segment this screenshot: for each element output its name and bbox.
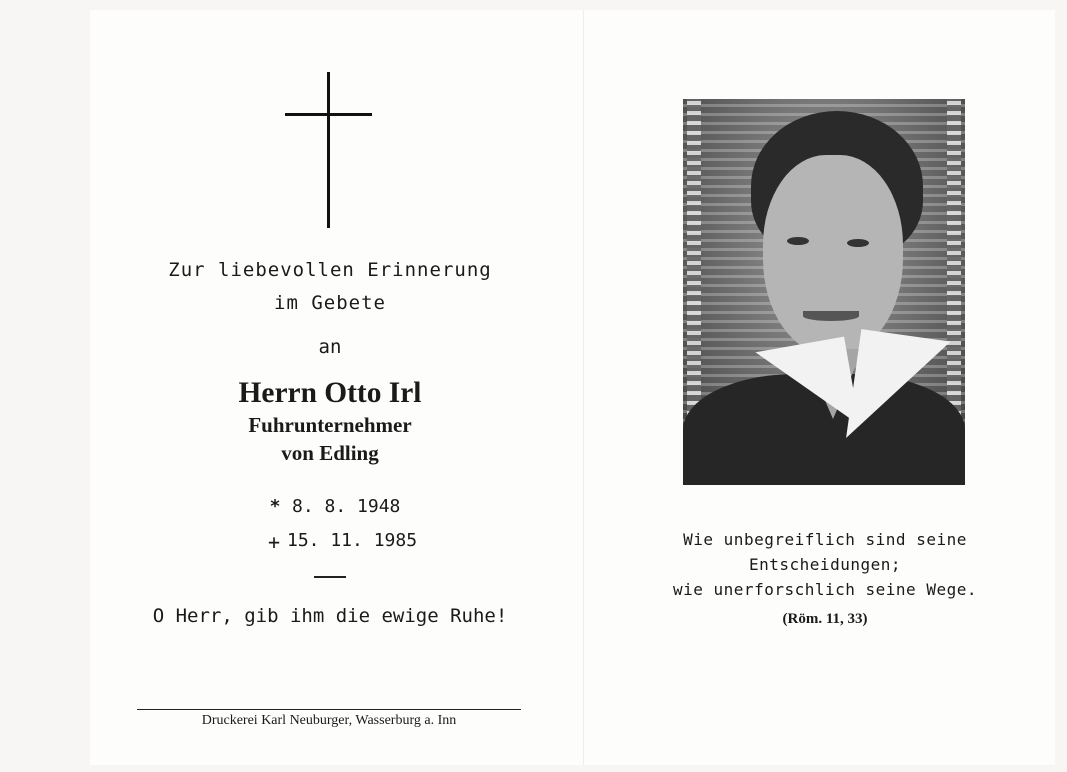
dedication-to: an [318,336,342,358]
bible-citation: (Röm. 11, 33) [782,611,868,627]
verse-line-1: Wie unbegreiflich sind seine [683,530,967,549]
birth-date: 8. 8. 1948 [292,496,401,517]
deceased-name: Herrn Otto Irl [238,376,422,409]
birth-symbol: * [269,496,281,517]
printer-credit: Druckerei Karl Neuburger, Wasserburg a. Inn [201,713,457,728]
portrait-photo [683,99,965,485]
printer-divider [137,709,521,710]
card-fold [583,10,584,765]
hometown: von Edling [281,441,379,465]
death-date: 15. 11. 1985 [287,530,418,551]
verse-line-3: wie unerforschlich seine Wege. [673,580,977,599]
divider-rule [314,576,346,578]
death-symbol: + [267,530,281,554]
prayer-line: O Herr, gib ihm die ewige Ruhe! [152,605,508,627]
memory-line-2: im Gebete [274,292,386,314]
occupation: Fuhrunternehmer [248,413,412,437]
verse-line-2: Entscheidungen; [749,555,901,574]
memory-line-1: Zur liebevollen Erinnerung [168,259,492,281]
